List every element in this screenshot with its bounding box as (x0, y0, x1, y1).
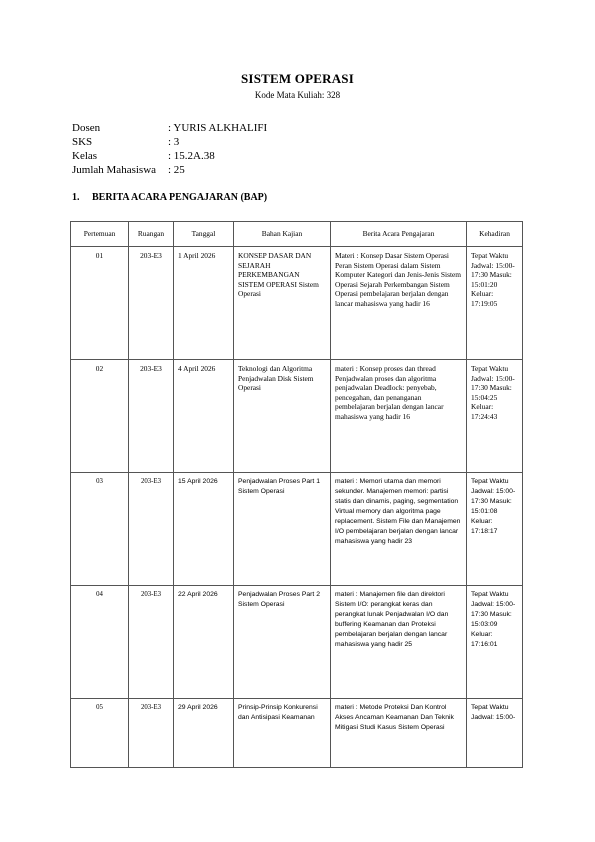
column-header: Bahan Kajian (234, 222, 331, 247)
info-row-students (72, 163, 267, 177)
section-title: BERITA ACARA PENGAJARAN (BAP) (92, 192, 268, 203)
attendance-cell: Tepat Waktu Jadwal: 15:00-17:30 Masuk: 15:01:20 Keluar: 17:19:05 (467, 247, 523, 360)
attendance-cell: Tepat Waktu Jadwal: 15:00- (467, 699, 523, 768)
room-cell: 203-E3 (129, 586, 174, 699)
meeting-cell: 02 (71, 360, 129, 473)
info-value: : 15.2A.38 (168, 150, 215, 162)
report-cell: materi : Memori utama dan memori sekunder. Manajemen memori: partisi statis dan dinamis, paging, segmentation Virtual memory dan algoritma page replacement. Sistem File dan Manajemen I/O pembelajaran berjalan dengan lancar mahasiswa yang hadir 23 (331, 473, 467, 586)
date-cell: 29 April 2026 (174, 699, 234, 768)
table-header-row (71, 222, 523, 247)
date-cell: 15 April 2026 (174, 473, 234, 586)
info-label: SKS (72, 136, 93, 148)
topic-cell: Teknologi dan Algoritma Penjadwalan Disk Sistem Operasi (234, 360, 331, 473)
meeting-cell: 05 (71, 699, 129, 768)
date-cell: 4 April 2026 (174, 360, 234, 473)
meeting-cell: 04 (71, 586, 129, 699)
table-row (71, 586, 523, 699)
column-header: Berita Acara Pengajaran (331, 222, 467, 247)
info-label: Jumlah Mahasiswa (72, 164, 157, 176)
info-label: Kelas (72, 150, 98, 162)
info-row-credits (72, 135, 267, 149)
column-header: Pertemuan (71, 222, 129, 247)
info-value: : 3 (168, 136, 180, 148)
attendance-cell: Tepat Waktu Jadwal: 15:00-17:30 Masuk: 15:01:08 Keluar: 17:18:17 (467, 473, 523, 586)
meeting-cell: 01 (71, 247, 129, 360)
room-cell: 203-E3 (129, 247, 174, 360)
info-row-class (72, 149, 267, 163)
date-cell: 22 April 2026 (174, 586, 234, 699)
attendance-cell: Tepat Waktu Jadwal: 15:00-17:30 Masuk: 15:03:09 Keluar: 17:16:01 (467, 586, 523, 699)
report-cell: Materi : Konsep Dasar Sistem Operasi Peran Sistem Operasi dalam Sistem Komputer Kategori dan Jenis-Jenis Sistem Operasi Sejarah Perkembangan Sistem Operasi pembelajaran berjalan dengan lancar mahasiswa yang hadir 16 (331, 247, 467, 360)
section-heading (72, 192, 267, 203)
table-row (71, 247, 523, 360)
info-row-lecturer (72, 121, 267, 135)
table-row (71, 473, 523, 586)
column-header: Tanggal (174, 222, 234, 247)
room-cell: 203-E3 (129, 360, 174, 473)
table-row (71, 360, 523, 473)
topic-cell: Prinsip-Prinsip Konkurensi dan Antisipasi Keamanan (234, 699, 331, 768)
topic-cell: Penjadwalan Proses Part 1 Sistem Operasi (234, 473, 331, 586)
attendance-cell: Tepat Waktu Jadwal: 15:00-17:30 Masuk: 15:04:25 Keluar: 17:24:43 (467, 360, 523, 473)
column-header: Kehadiran (467, 222, 523, 247)
topic-cell: KONSEP DASAR DAN SEJARAH PERKEMBANGAN SISTEM OPERASI Sistem Operasi (234, 247, 331, 360)
column-header: Ruangan (129, 222, 174, 247)
date-cell: 1 April 2026 (174, 247, 234, 360)
teaching-report-table (70, 221, 523, 768)
info-value: : 25 (168, 164, 185, 176)
report-cell: materi : Manajemen file dan direktori Sistem I/O: perangkat keras dan perangkat lunak Penjadwalan I/O dan buffering Keamanan dan Proteksi pembelajaran berjalan dengan lancar mahasiswa yang hadir 25 (331, 586, 467, 699)
section-number: 1. (72, 192, 80, 203)
room-cell: 203-E3 (129, 699, 174, 768)
topic-cell: Penjadwalan Proses Part 2 Sistem Operasi (234, 586, 331, 699)
info-value: : YURIS ALKHALIFI (168, 122, 268, 134)
room-cell: 203-E3 (129, 473, 174, 586)
info-label: Dosen (72, 122, 101, 134)
table-row (71, 699, 523, 768)
document-title: SISTEM OPERASI (241, 71, 354, 86)
course-info (72, 121, 267, 177)
meeting-cell: 03 (71, 473, 129, 586)
report-cell: materi : Metode Proteksi Dan Kontrol Akses Ancaman Keamanan Dan Teknik Mitigasi Studi Kasus Sistem Operasi (331, 699, 467, 768)
report-cell: materi : Konsep proses dan thread Penjadwalan proses dan algoritma penjadwalan Deadlock: penyebab, pencegahan, dan penanganan pembelajaran berjalan dengan lancar mahasiswa yang hadir 16 (331, 360, 467, 473)
course-code: Kode Mata Kuliah: 328 (254, 90, 341, 100)
